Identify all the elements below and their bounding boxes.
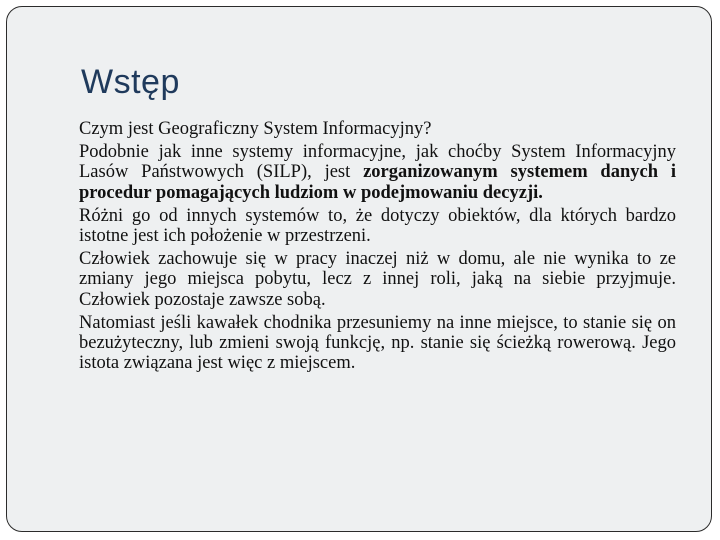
paragraph-definition	[79, 142, 676, 203]
slide-title: Wstęp	[81, 63, 180, 101]
paragraph-question: Czym jest Geograficzny System Informacyjny?	[79, 119, 432, 139]
definition-intro: Podobnie jak inne systemy informacyjne, jak choćby System Informacyjny Lasów Państwowych (SILP), jest	[79, 142, 676, 183]
slide-body	[79, 119, 676, 376]
paragraph-sidewalk-example: Natomiast jeśli kawałek chodnika przesuniemy na inne miejsce, to stanie się on bezużyteczny, lub zmieni swoją funkcję, np. stanie się ścieżką rowerową. Jego istota związana jest więc z miejscem.	[79, 312, 676, 374]
paragraph-difference: Różni go od innych systemów to, że dotyczy obiektów, dla których bardzo istotne jest ich położenie w przestrzeni.	[79, 205, 676, 247]
definition-bold: zorganizowanym systemem danych i procedur pomagających ludziom w podejmowaniu decyzji.	[79, 162, 676, 203]
paragraph-human-example: Człowiek zachowuje się w pracy inaczej niż w domu, ale nie wynika to ze zmiany jego miejsca pobytu, lecz z innej roli, jaką na siebie przyjmuje. Człowiek pozostaje zawsze sobą.	[79, 249, 676, 310]
slide	[6, 6, 712, 532]
